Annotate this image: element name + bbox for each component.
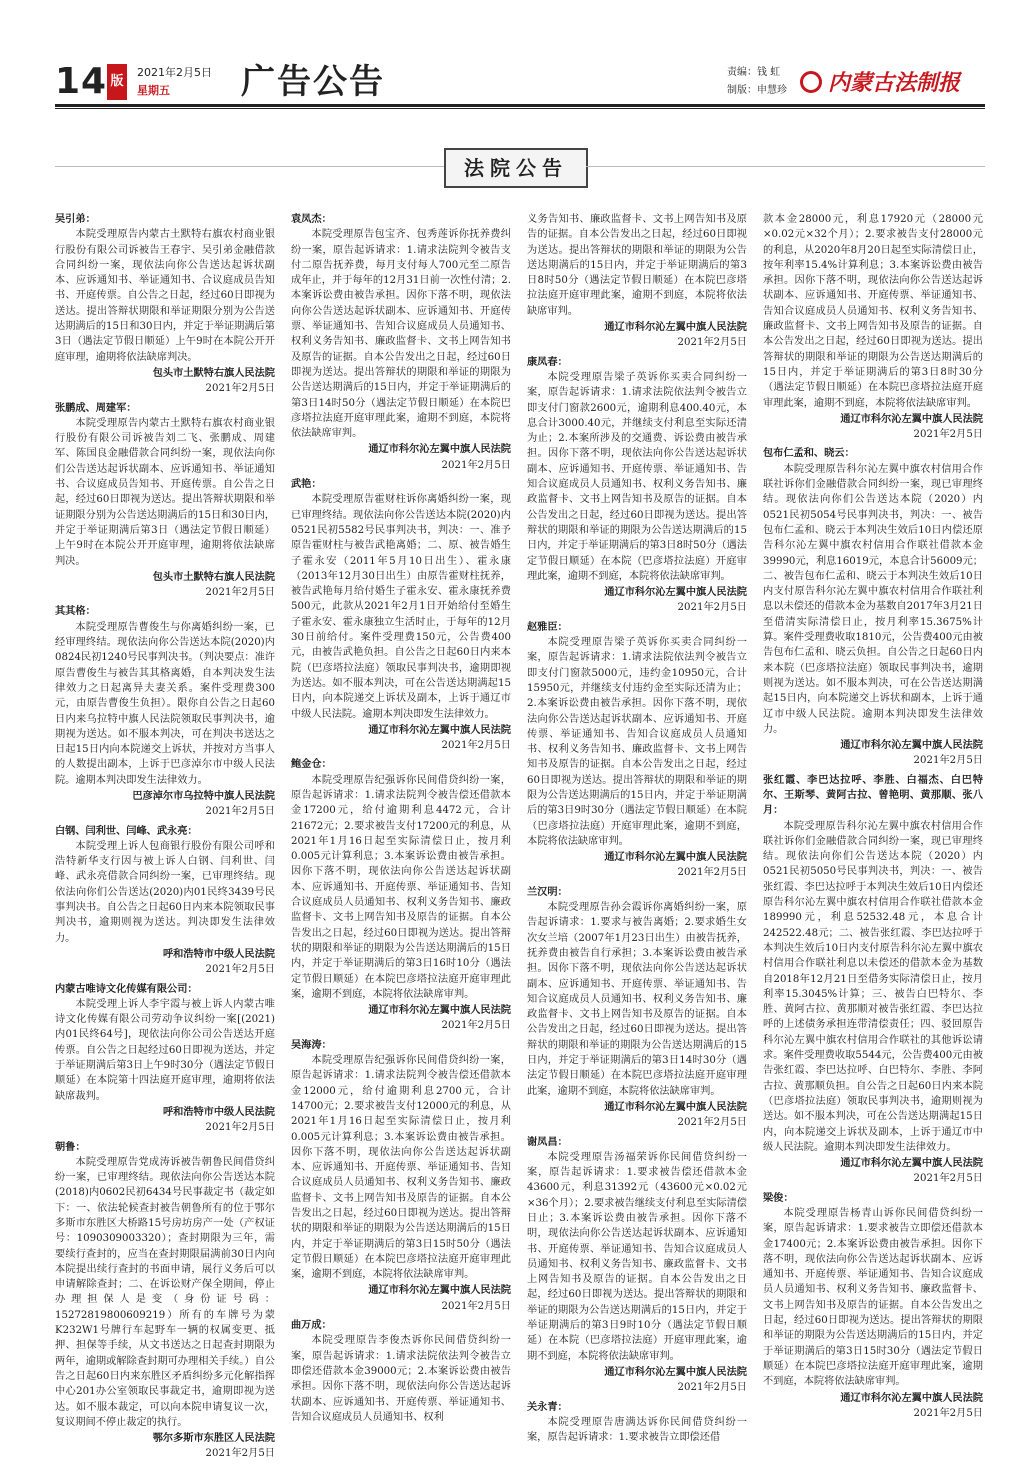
court-notice — [55, 1140, 275, 1462]
notice-body: 本院受理原告纪强诉你民间借贷纠纷一案，原告起诉请求：1.请求法院判令被告偿还借款本金12000元，给付逾期利息2700元，合计14700元；2.要求被告支付12000元的利息，从2021年1月16日起至实际清偿日止，按月利0.005元计算利息；3.本案诉讼费由被告承担。因你下落不明，现依法向你公告送达起诉状副本、应诉通知书、开庭传票、举证通知书、告知合议庭成员人员通知书、权利义务告知书、廉政监督卡、文书上网告知书及原告的证据。自本公告发出之日起，经过60日即视为送达。提出答辩状的期限和举证的期限为公告送达期满后的15日内，并定于举证期满后的第3日15时50分（遇法定节假日顺延）在本院巴彦塔拉法庭开庭审理此案，逾期不到庭，本院将依法缺席审判。 — [291, 1055, 511, 1281]
notice-addressee: 张红霞、李巴达拉呼、李胜、白福杰、白巴特尔、王斯琴、黄阿古拉、曾艳明、黄那顺、张八月： — [763, 773, 983, 817]
page-number: 14 — [55, 61, 108, 102]
court-notice — [763, 446, 983, 768]
issue-weekday: 星期五 — [137, 84, 170, 97]
logo-icon — [800, 71, 822, 93]
court-notice — [291, 1318, 511, 1425]
notice-date: 2021年2月5日 — [677, 867, 747, 879]
section-title: 广告公告 — [241, 62, 385, 102]
notice-body: 本院受理原告孙会霞诉你离婚纠纷一案，原告起诉请求：1.要求与被告离婚；2.要求婚生女次女兰培（2007年1月23日出生）由被告抚养，抚养费由被告自行承担；3.本案诉讼费由被告承担。因你下落不明，现依法向你公告送达起诉状副本、应诉通知书、开庭传票、举证通知书、告知合议庭成员人员通知书、权利义务告知书、廉政监督卡、文书上网告知书及原告的证据。自本公告发出之日起，经过60日即视为送达。提出答辩状的期限和举证的期限为公告送达期满后的15日内，并定于举证期满后的第3日14时30分（遇法定节假日顺延）在本院巴彦塔拉法庭开庭审理此案，逾期不到庭，本院将依法缺席审判。 — [527, 902, 747, 1097]
notice-body: 本院受理原告唐满达诉你民间借贷纠纷一案，原告起诉请求：1.要求被告立即偿还借 — [527, 1416, 747, 1444]
page-label: 版 — [107, 64, 127, 100]
notice-body: 本院受理原告包宝齐、包秀莲诉你抚养费纠纷一案，原告起诉请求：1.请求法院判令被告支付二原告抚养费，每月支付每人700元至二原告成年止，并于每年的12月31日前一次性付清；2.本案诉讼费由被告承担。因你下落不明，现依法向你公告送达起诉状副本、应诉通知书、开庭传票、举证通知书、告知合议庭成员人员通知书、权利义务告知书、廉政监督卡、文书上网告知书及原告的证据。自本公告发出之日起，经过60日即视为送达。提出答辩状的期限和举证的期限为公告送达期满后的15日内，并定于举证期满后的第3日14时50分（遇法定节假日顺延）在本院巴彦塔拉法庭开庭审理此案，逾期不到庭，本院将依法缺席审判。 — [291, 229, 511, 440]
notice-court: 通辽市科尔沁左翼中旗人民法院 — [604, 1365, 747, 1378]
notice-addressee: 内蒙古唯诗文化传媒有限公司： — [55, 982, 198, 995]
notice-court: 通辽市科尔沁左翼中旗人民法院 — [840, 739, 983, 752]
issue-date: 2021年2月5日 — [137, 66, 212, 79]
notice-addressee: 梁俊： — [763, 1191, 794, 1204]
notice-date: 2021年2月5日 — [441, 1020, 511, 1032]
notice-addressee: 张鹏成、周建军： — [55, 401, 137, 414]
notice-court: 通辽市科尔沁左翼中旗人民法院 — [368, 723, 511, 736]
notice-body: 本院受理原告纪强诉你民间借贷纠纷一案，原告起诉请求：1.请求法院判令被告偿还借款本金17200元，给付逾期利息4472元，合计21672元；2.要求被告支付17200元的利息，从2021年1月16日起至实际清偿日止，按月利0.005元计算利息；3.本案诉讼费由被告承担。因你下落不明，现依法向你公告送达起诉状副本、应诉通知书、开庭传票、举证通知书、告知合议庭成员人员通知书、权利义务告知书、廉政监督卡、文书上网告知书及原告的证据。自本公告发出之日起，经过60日即视为送达。提出答辩状的期限和举证的期限为公告送达期满后的15日内，并定于举证期满后的第3日16时10分（遇法定节假日顺延）在本院巴彦塔拉法庭开庭审理此案，逾期不到庭，本院将依法缺席审判。 — [291, 774, 511, 1000]
notice-addressee: 吴海涛： — [291, 1038, 332, 1051]
notice-date: 2021年2月5日 — [441, 459, 511, 471]
court-notice — [291, 757, 511, 1033]
editor: 责编：钱 虹 — [727, 67, 781, 78]
notice-column — [527, 212, 747, 1474]
notice-body: 本院受理原告李俊杰诉你民间借贷纠纷一案，原告起诉请求：1.请求法院依法判令被告立即偿还借款本金39000元；2.本案诉讼费由被告承担。因你下落不明，现依法向你公告送达起诉状副本、应诉通知书、开庭传票、举证通知书、告知合议庭成员人员通知书、权利 — [291, 1335, 511, 1423]
notice-court: 鄂尔多斯市东胜区人民法院 — [152, 1432, 275, 1445]
notice-date: 2021年2月5日 — [441, 740, 511, 752]
notice-court: 通辽市科尔沁左翼中旗人民法院 — [368, 1284, 511, 1297]
notice-addressee: 白钢、闫利世、闫峰、武永亮： — [55, 824, 198, 837]
notice-body: 本院受理原告内蒙古土默特右旗农村商业银行股份有限公司诉被告王春宇、吴引弟金融借款合同纠纷一案，现依法向你公告送达起诉状副本、应诉通知书、举证通知书、合议庭成员告知书、开庭传票。自公告之日起，经过60日即视为送达。提出答辩状期限和举证期限分别为公告送达期满后的15日和30日内，并定于举证期满后第3日（遇法定节假日顺延）上午9时在本院公开开庭审理，逾期将依法缺席判决。 — [55, 229, 275, 363]
notice-addressee: 兰汉明： — [527, 885, 568, 898]
court-notice — [763, 1191, 983, 1421]
notice-court: 呼和浩特市中级人民法院 — [162, 1105, 275, 1118]
notice-addressee: 吴引弟： — [55, 213, 96, 225]
court-notice — [291, 477, 511, 753]
notice-column — [763, 212, 983, 1474]
notice-body: 本院受理原告梁子英诉你买卖合同纠纷一案，原告起诉请求：1.请求法院依法判令被告立即支付门窗款2600元，逾期利息400.40元，本息合计3000.40元，并继续支付利息至实际还清为止；2.本案所涉及的交通费、诉讼费由被告承担。因你下落不明，现依法向你公告送达起诉状副本、应诉通知书、开庭传票、举证通知书、告知合议庭成员人员通知书、权利义务告知书、廉政监督卡、文书上网告知书及原告的证据。自本公告发出之日起，经过60日即视为送达。提出答辩状的期限和举证的期限为公告送达期满后的15日内，并定于举证期满后的第3日8时50分（遇法定节假日顺延）在本院（巴彦塔拉法庭）开庭审理此案，逾期不到庭，本院将依法缺席审判。 — [527, 371, 747, 582]
notice-addressee: 曲万成： — [291, 1319, 332, 1332]
notice-body: 本院受理原告杨青山诉你民间借贷纠纷一案，原告起诉请求：1.要求被告立即偿还借款本金17400元；2.本案诉讼费由被告承担。因你下落不明，现依法向你公告送达起诉状副本、应诉通知书、开庭传票、举证通知书、告知合议庭成员人员通知书、权利义务告知书、廉政监督卡、文书上网告知书及原告的证据。自本公告发出之日起，经过60日即视为送达。提出答辩状的期限和举证的期限为公告送达期满后的15日内，并定于举证期满后的第3日15时30分（遇法定节假日顺延）在本院巴彦塔拉法庭开庭审理此案，逾期不到庭，本院将依法缺席审判。 — [763, 1208, 983, 1388]
notice-date: 2021年2月5日 — [205, 1448, 275, 1460]
newspaper-logo — [800, 66, 960, 97]
notice-court: 通辽市科尔沁左翼中旗人民法院 — [604, 586, 747, 599]
notice-addressee: 谢凤昌： — [527, 1135, 568, 1148]
notice-addressee: 赵雅臣： — [527, 620, 568, 633]
notice-body: 本院受理原告霍财柱诉你离婚纠纷一案，现已审理终结。现依法向你公告送达本院(2020)内0521民初5582号民事判决书，判决：一、准予原告霍财柱与被告武艳离婚；二、原、被告婚生子霍永安（2011年5月10日出生）、霍永康（2013年12月30日出生）由原告霍财柱抚养，被告武艳每月给付婚生子霍永安、霍永康抚养费500元，此款从2021年2月1日开始给付至婚生子霍永安、霍永康独立生活时止，于每年的12月30日前给付。案件受理费150元，公告费400元，由被告武艳负担。自公告之日起60日内来本院（巴彦塔拉法庭）领取民事判决书，逾期即视为送达。如不服本判决，可在公告送达期满起15日内，向本院递交上诉状及副本，上诉于通辽市中级人民法院。逾期本判决即发生法律效力。 — [291, 494, 511, 720]
notice-date: 2021年2月5日 — [913, 429, 983, 441]
masthead — [55, 62, 985, 106]
notice-addressee: 包布仁孟和、晓云： — [763, 447, 855, 460]
notice-court: 巴彦淖尔市乌拉特中旗人民法院 — [132, 789, 275, 802]
court-notice — [527, 1400, 747, 1446]
court-notice — [527, 620, 747, 881]
header-rule — [55, 104, 985, 107]
notice-date: 2021年2月5日 — [205, 587, 275, 599]
notice-court: 通辽市科尔沁左翼中旗人民法院 — [368, 443, 511, 456]
header-rule-thin — [55, 108, 985, 109]
notice-body: 本院受理原告科尔沁左翼中旗农村信用合作联社诉你们金融借款合同纠纷一案，现已审理终结。现依法向你们公告送达本院（2020）内0521民初5050号民事判决书，判决：一、被告张红霞、李巴达拉呼于本判决生效后10日内偿还原告科尔沁左翼中旗农村信用合作联社借款本金189990元，利息52532.48元，本息合计242522.48元；二、被告张红霞、李巴达拉呼于本判决生效后10日内支付原告科尔沁左翼中旗农村信用合作联社利息以未偿还的借款本金为基数自2018年12月21日至借务实际清偿日止，按月利率15.3045%计算；三、被告白巴特尔、李胜、黄阿古拉、黄那顺对被告张红霞、李巴达拉呼的上述债务承担连带清偿责任；四、驳回原告科尔沁左翼中旗农村信用合作联社的其他诉讼请求。案件受理费收取5544元，公告费400元由被告张红霞、李巴达拉呼、白巴特尔、李胜、李阿古拉、黄那顺负担。自公告之日起60日内来本院（巴彦塔拉法庭）领取民事判决书，逾期则视为送达。如不服本判决，可在公告送达期满起15日内，向本院递交上诉状及副本，上诉于通辽市中级人民法院。逾期本判决即发生法律效力。 — [763, 820, 983, 1153]
notice-addressee: 关永青： — [527, 1400, 568, 1413]
banner-line-left — [55, 166, 444, 167]
notice-date: 2021年2月5日 — [913, 755, 983, 767]
court-notice — [55, 212, 275, 397]
notice-addressee: 朝鲁： — [55, 1140, 86, 1153]
notice-body: 本院受理上诉人李宇霞与被上诉人内蒙古唯诗文化传媒有限公司劳动争议纠纷一案[(2021)内01民终64号]，现依法向你公司公告送达开庭传票。自公告之日起经过60日即视为送达，并定于举证期满后第3日上午9时30分（遇法定节假日顺延）在本院第十四法庭开庭审理，逾期将依法缺席裁判。 — [55, 998, 275, 1102]
notice-date: 2021年2月5日 — [913, 1407, 983, 1419]
notice-column — [291, 212, 511, 1474]
court-notice — [55, 982, 275, 1136]
notice-body: 本院受理上诉人包商银行股份有限公司呼和浩特新华支行因与被上诉人白钢、闫利世、闫峰、武永亮借款合同纠纷一案，已审理终结。现依法向你们公告送达(2020)内01民终3439号民事判决书。自公告之日起60日内来本院领取民事判决书，逾期则视为送达。判决即发生法律效力。 — [55, 840, 275, 944]
notice-date: 2021年2月5日 — [205, 383, 275, 395]
notice-body: 本院受理原告梁子英诉你买卖合同纠纷一案，原告起诉请求：1.请求法院依法判令被告立即支付门窗款5000元，违约金10950元，合计15950元，并继续支付违约金至实际还清为止；2.本案诉讼费由被告承担。因你下落不明，现依法向你公告送达起诉状副本、应诉通知书、开庭传票、举证通知书、告知合议庭成员人员通知书、权利义务告知书、廉政监督卡、文书上网告知书及原告的证据。自本公告发出之日起，经过60日即视为送达。提出答辩状的期限和举证的期限为公告送达期满后的15日内，并定于举证期满后的第3日9时30分（遇法定节假日顺延）在本院（巴彦塔拉法庭）开庭审理此案，逾期不到庭，本院将依法缺席审判。 — [527, 637, 747, 847]
court-notice — [763, 773, 983, 1187]
notice-date: 2021年2月5日 — [205, 1122, 275, 1134]
notice-body: 款本金28000元，利息17920元（28000元×0.02元×32个月）；2.要求被告支付28000元的利息，从2020年8月20日起至实际清偿日止，按年利率15.4%计算利息；3.本案诉讼费由被告承担。因你下落不明，现依法向你公告送达起诉状副本、应诉通知书、开庭传票、举证通知书、告知合议庭成员人员通知书、权利义务告知书、廉政监督卡、文书上网告知书及原告的证据。自本公告发出之日起，经过60日即视为送达。提出答辩状的期限和举证的期限为公告送达期满后的15日内，并定于举证期满后的第3日8时30分（遇法定节假日顺延）在本院巴彦塔拉法庭开庭审理此案，逾期不到庭，本院将依法缺席审判。 — [763, 214, 983, 409]
notice-addressee: 其其格： — [55, 605, 96, 618]
court-notice — [291, 212, 511, 473]
notice-date: 2021年2月5日 — [677, 337, 747, 349]
editor-credits — [727, 64, 787, 100]
notice-court: 包头市土默特右旗人民法院 — [152, 570, 275, 583]
notice-court: 通辽市科尔沁左翼中旗人民法院 — [604, 321, 747, 334]
notice-column — [55, 212, 275, 1474]
court-notice — [291, 1038, 511, 1314]
notice-court: 通辽市科尔沁左翼中旗人民法院 — [368, 1004, 511, 1017]
notice-court: 通辽市科尔沁左翼中旗人民法院 — [840, 1391, 983, 1404]
court-notice — [55, 824, 275, 978]
notice-date: 2021年2月5日 — [677, 1117, 747, 1129]
notice-court: 包头市土默特右旗人民法院 — [152, 366, 275, 379]
court-notice — [527, 885, 747, 1131]
producer: 制版：申慧珍 — [727, 85, 787, 96]
notice-body: 义务告知书、廉政监督卡、文书上网告知书及原告的证据。自本公告发出之日起，经过60日即视为送达。提出答辩状的期限和举证的期限为公告送达期满后的15日内，并定于举证期满后的第3日8时50分（遇法定节假日顺延）在本院巴彦塔拉法庭开庭审理此案，逾期不到庭，本院将依法缺席审判。 — [527, 214, 747, 317]
court-notice — [55, 604, 275, 819]
notice-addressee: 鲍金仓： — [291, 758, 332, 771]
notice-body: 本院受理原告曹俊生与你离婚纠纷一案，已经审理终结。现依法向你公告送达本院(2020)内0824民初1240号民事判决书。（判决要点：准许原告曹俊生与被告其其格离婚，自本判决发生法律效力之日起离异夫妻关系。案件受理费300元，由原告曹俊生负担）。限你自公告之日起60日内来乌拉特中旗人民法院领取民事判决书，逾期视为送达。如不服本判决，可在判决书送达之日起15日内向本院递交上诉状，并按对方当事人的人数提出副本，上诉于巴彦淖尔市中级人民法院。逾期本判决即发生法律效力。 — [55, 621, 275, 786]
notice-date: 2021年2月5日 — [205, 964, 275, 976]
notice-court: 通辽市科尔沁左翼中旗人民法院 — [604, 1100, 747, 1113]
notice-columns — [55, 212, 985, 1474]
notice-court: 通辽市科尔沁左翼中旗人民法院 — [840, 1157, 983, 1170]
notice-addressee: 康凤春： — [527, 355, 568, 368]
court-notice — [55, 401, 275, 601]
notice-body: 本院受理原告科尔沁左翼中旗农村信用合作联社诉你们金融借款合同纠纷一案，现已审理终结。现依法向你们公告送达本院（2020）内0521民初5054号民事判决书，判决：一、被告包布仁孟和、晓云于本判决生效后10日内偿还原告科尔沁左翼中旗农村信用合作联社借款本金39990元，利息16019元，本息合计56009元；二、被告包布仁孟和、晓云于本判决生效后10日内支付原告科尔沁左翼中旗农村信用合作联社利息以未偿还的借款本金为基数自2017年3月21日至借清实际清偿日止，按月利率15.3675%计算。案件受理费收取1810元，公告费400元由被告包布仁孟和、晓云负担。自公告之日起60日内来本院（巴彦塔拉法庭）领取民事判决书，逾期则视为送达。如不服本判决，可在公告送达期满起15日内，向本院递交上诉状和副本，上诉于通辽市中级人民法院。逾期本判决即发生法律效力。 — [763, 463, 983, 735]
notice-addressee: 武艳： — [291, 478, 322, 491]
notice-banner: 法院公告 — [444, 148, 588, 188]
notice-body: 本院受理原告汤福荣诉你民间借贷纠纷一案，原告起诉请求：1.要求被告偿还借款本金43600元，利息31392元（43600元×0.02元×36个月）；2.要求被告继续支付利息至实际清偿日止；3.本案诉讼费由被告承担。因你下落不明，现依法向你公告送达起诉状副本、应诉通知书、开庭传票、举证通知书、告知合议庭成员人员通知书、权利义务告知书、廉政监督卡、文书上网告知书及原告的证据。自本公告发出之日起，经过60日即视为送达。提出答辩状的期限和举证的期限为公告送达期满后的15日内，并定于举证期满后的第3日9时10分（遇法定节假日顺延）在本院（巴彦塔拉法庭）开庭审理此案，逾期不到庭，本院将依法缺席审判。 — [527, 1151, 747, 1362]
court-notice — [527, 1135, 747, 1396]
issue-date-box — [137, 64, 212, 100]
notice-addressee: 袁凤杰： — [291, 213, 332, 225]
notice-body: 本院受理原告内蒙古土默特右旗农村商业银行股份有限公司诉被告刘二飞、张鹏成、周建军、陈国良金融借款合同纠纷一案，现依法向你们公告送达起诉状副本、应诉通知书、举证通知书、合议庭成员告知书、开庭传票。自公告之日起，经过60日即视为送达。提出答辩状期限和举证期限分别为公告送达期满后的15日和30日内，并定于举证期满后第3日（遇法定节假日顺延）上午9时在本院公开开庭审理，逾期将依法缺席判决。 — [55, 417, 275, 567]
notice-court: 呼和浩特市中级人民法院 — [162, 947, 275, 960]
notice-date: 2021年2月5日 — [441, 1300, 511, 1312]
notice-court: 通辽市科尔沁左翼中旗人民法院 — [840, 412, 983, 425]
banner-line-right — [586, 166, 985, 167]
court-notice — [527, 212, 747, 351]
notice-date: 2021年2月5日 — [913, 1173, 983, 1185]
notice-date: 2021年2月5日 — [205, 806, 275, 818]
notice-date: 2021年2月5日 — [677, 602, 747, 614]
logo-text: 内蒙古法制报 — [828, 70, 961, 96]
court-notice — [527, 355, 747, 616]
notice-body: 本院受理原告党成涛诉被告朝鲁民间借贷纠纷一案，已审理终结。现依法向你公告送达本院(2018)内0602民初6434号民事裁定书（裁定如下：一、依法轮候查封被告朝鲁所有的位于鄂尔多斯市东胜区大桥路15号房坊房产一处（产权证号：1090309003320）；查封期限为三年，需要续行查封的，应当在查封期限届满前30日内向本院提出续行查封的书面申请，展行义务后可以申请解除查封；二、在诉讼财产保全期间，停止办理担保人是变（身份证号码：15272819800609219）所有的车牌号为蒙K232W1号牌行车起野车一辆的权属变更、抵押、担保等手续，从文书送达之日起查封期限为两年，逾期或解除查封期可办理相关手续。）自公告之日起60日内来东胜区矛盾纠纷多元化解指挥中心201办公室领取民事裁定书，逾期即视为送达。如不服本裁定，可以向本院申请复议一次，复议期间不停止裁定的执行。 — [55, 1156, 275, 1428]
notice-court: 通辽市科尔沁左翼中旗人民法院 — [604, 851, 747, 864]
court-notice — [763, 212, 983, 442]
notice-date: 2021年2月5日 — [677, 1382, 747, 1394]
